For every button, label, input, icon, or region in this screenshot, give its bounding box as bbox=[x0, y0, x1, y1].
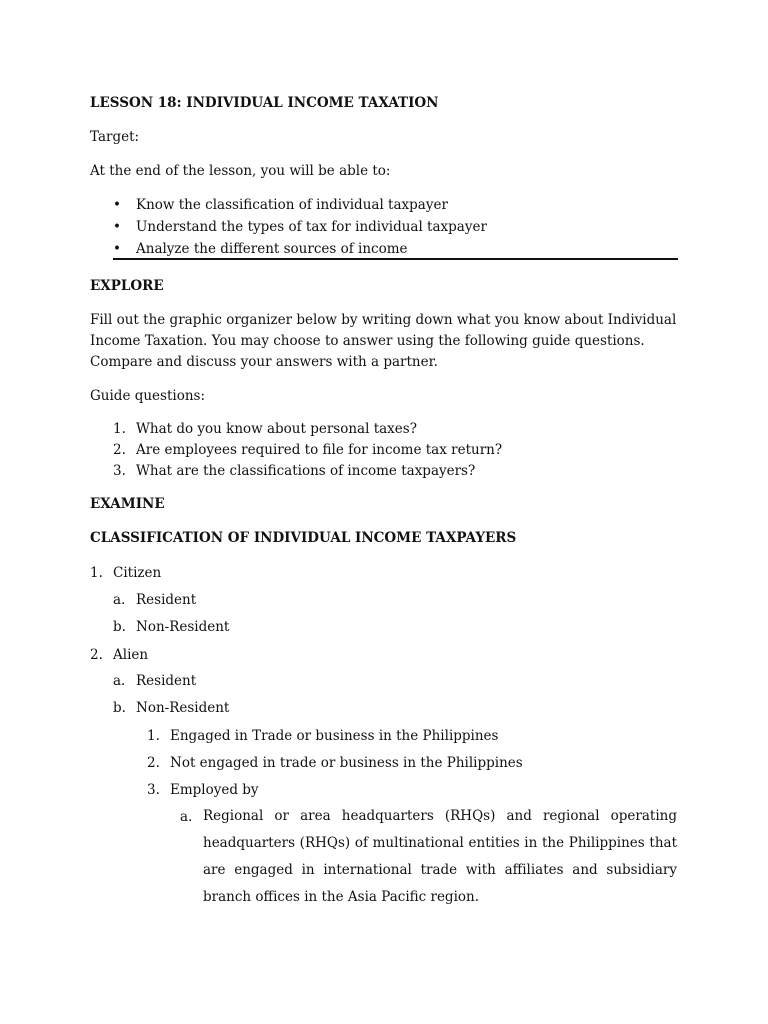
intro-text: At the end of the lesson, you will be able to: bbox=[90, 163, 391, 179]
bullet-icon: • bbox=[113, 219, 121, 235]
list-item: Resident bbox=[136, 592, 197, 608]
list-letter: b. bbox=[113, 619, 126, 635]
list-item: Not engaged in trade or business in the Philippines bbox=[170, 755, 523, 771]
list-letter: a. bbox=[180, 809, 193, 825]
list-item: Non-Resident bbox=[136, 700, 230, 716]
explore-paragraph: Fill out the graphic organizer below by writing down what you know about Individual Income Taxation. You may choose to answer using the following guide questions. Compare and discuss your answers with a partner. bbox=[90, 312, 677, 370]
list-letter: a. bbox=[113, 673, 126, 689]
classification-heading: CLASSIFICATION OF INDIVIDUAL INCOME TAXPAYERS bbox=[90, 530, 517, 546]
list-number: 2. bbox=[90, 647, 103, 663]
objective-item: Know the classification of individual taxpayer bbox=[136, 197, 448, 213]
target-label: Target: bbox=[90, 129, 140, 145]
objective-item: Understand the types of tax for individual taxpayer bbox=[136, 219, 487, 235]
list-item: Non-Resident bbox=[136, 619, 230, 635]
alien-label: Alien bbox=[113, 647, 149, 663]
question-number: 3. bbox=[113, 463, 126, 479]
list-number: 1. bbox=[90, 565, 103, 581]
bullet-icon: • bbox=[113, 197, 121, 213]
list-number: 3. bbox=[147, 782, 160, 798]
list-item: Resident bbox=[136, 673, 197, 689]
list-number: 1. bbox=[147, 728, 160, 744]
question-number: 1. bbox=[113, 421, 126, 437]
list-letter: a. bbox=[113, 592, 126, 608]
citizen-label: Citizen bbox=[113, 565, 162, 581]
objective-item: Analyze the different sources of income bbox=[136, 241, 408, 257]
question-number: 2. bbox=[113, 442, 126, 458]
bullet-icon: • bbox=[113, 241, 121, 257]
list-number: 2. bbox=[147, 755, 160, 771]
question-item: What are the classifications of income taxpayers? bbox=[136, 463, 476, 479]
guide-label: Guide questions: bbox=[90, 388, 206, 404]
rhq-paragraph: Regional or area headquarters (RHQs) and regional operating headquarters (RHQs) of multinational entities in the Philippines that are engaged in international trade with affiliates and subsidiary branch offices in the Asia Pacific region. bbox=[203, 808, 677, 905]
explore-heading: EXPLORE bbox=[90, 278, 164, 294]
question-item: What do you know about personal taxes? bbox=[136, 421, 417, 437]
section-divider bbox=[113, 258, 678, 260]
list-item: Engaged in Trade or business in the Philippines bbox=[170, 728, 499, 744]
question-item: Are employees required to file for income tax return? bbox=[136, 442, 503, 458]
examine-heading: EXAMINE bbox=[90, 496, 165, 512]
list-item: Employed by bbox=[170, 782, 259, 798]
lesson-title: LESSON 18: INDIVIDUAL INCOME TAXATION bbox=[90, 95, 439, 111]
list-letter: b. bbox=[113, 700, 126, 716]
